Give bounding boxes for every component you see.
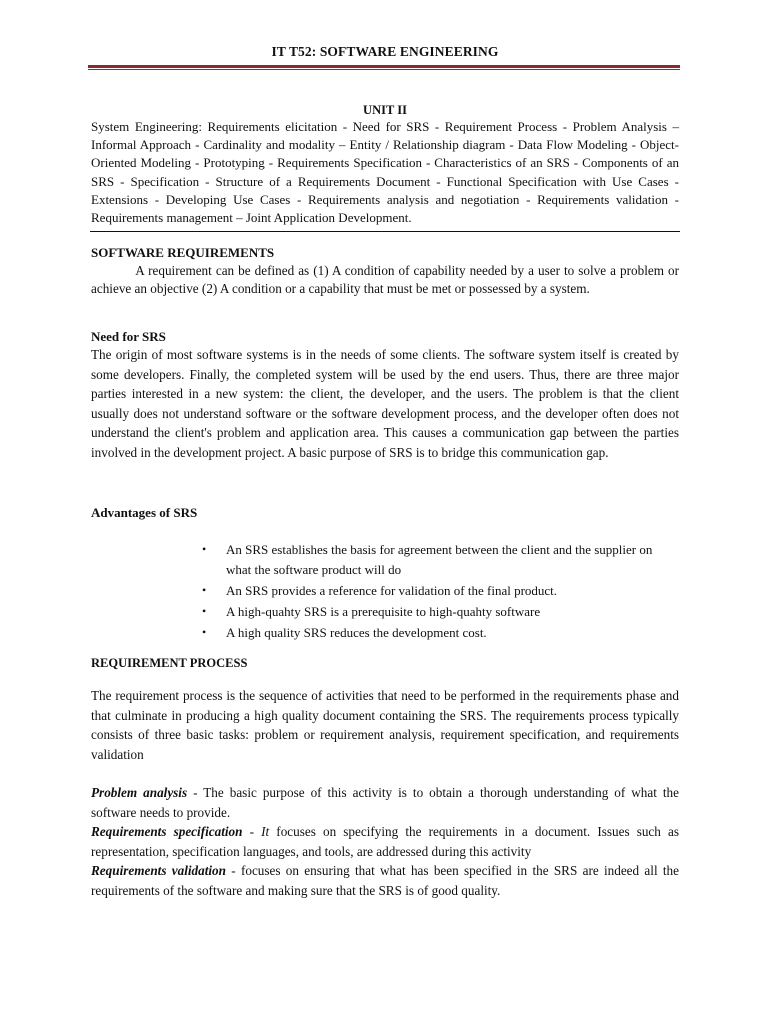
paragraph-indent [91, 263, 135, 278]
need-for-srs-heading: Need for SRS [91, 329, 166, 344]
requirements-specification-term: Requirements specification [91, 824, 243, 840]
syllabus-divider [90, 231, 680, 232]
advantages-list-item [201, 602, 661, 622]
advantage-text: An SRS provides a reference for validation of the final product. [226, 582, 558, 598]
requirements-specification-separator: - [242, 824, 262, 840]
bullet-icon: • [202, 542, 207, 556]
advantages-list [201, 540, 661, 644]
bullet-icon: • [202, 582, 207, 597]
advantages-list-item [201, 581, 661, 601]
problem-analysis-item [91, 783, 679, 822]
requirement-activities [91, 783, 679, 901]
bullet-icon: • [202, 624, 207, 639]
requirements-specification-it-word: It [261, 824, 270, 840]
advantage-text: A high quality SRS reduces the development cost. [226, 624, 487, 640]
requirements-validation-term: Requirements validation [91, 863, 226, 879]
advantages-list-item [201, 540, 661, 579]
unit-syllabus: System Engineering: Requirements elicitation - Need for SRS - Requirement Process - Problem Analysis – Informal Approach - Cardinality and modality – Entity / Relationship diagram - Data Flow Modeling - Object-Oriented Modeling - Prototyping - Requirements Specification - Characteristics of an SRS - Components of an SRS - Specification - Structure of a Requirements Document - Functional Specification with Use Cases - Extensions - Developing Use Cases - Requirements analysis and negotiation - Requirements validation - Requirements management – Joint Application Development. [91, 119, 679, 226]
advantages-list-item [201, 623, 661, 643]
requirement-process-paragraph: The requirement process is the sequence of activities that need to be performed in the requirements phase and that culminate in producing a high quality document containing the SRS. The requirements process typically consists of three basic tasks: problem or requirement analysis, requirement specification, and requirements validation [91, 688, 679, 762]
software-requirements-text: A requirement can be defined as (1) A condition of capability needed by a user to solve a problem or achieve an objective (2) A condition or a capability that must be met or possessed by a system. [91, 263, 679, 296]
problem-analysis-term: Problem analysis [91, 785, 188, 800]
requirements-validation-text: - focuses on ensuring that what has been specified in the SRS are indeed all the requirements of the software and making sure that the SRS is of good quality. [91, 863, 680, 898]
advantage-text: An SRS establishes the basis for agreement between the client and the supplier on what the software product will do [226, 542, 653, 577]
advantages-heading: Advantages of SRS [91, 505, 198, 520]
requirements-specification-item [91, 822, 679, 861]
header-rule-thick [88, 65, 680, 68]
unit-title: UNIT II [363, 103, 407, 117]
requirements-validation-item [91, 861, 679, 900]
advantage-text: A high-quahty SRS is a prerequisite to high-quahty software [226, 603, 541, 619]
need-for-srs-paragraph: The origin of most software systems is in the needs of some clients. The software system itself is created by some developers. Finally, the completed system will be used by the end users. Thus, there are three major parties interested in a new system: the client, the developer, and the users. The problem is that the client usually does not understand software or the software development process, and the developer often does not understand the client's problem and application area. This causes a communication gap between the parties involved in the development project. A basic purpose of SRS is to bridge this communication gap. [91, 347, 679, 460]
course-header-title: IT T52: SOFTWARE ENGINEERING [271, 44, 499, 59]
software-requirements-heading: SOFTWARE REQUIREMENTS [91, 245, 275, 260]
bullet-icon: • [202, 603, 207, 618]
software-requirements-paragraph [91, 262, 679, 298]
requirements-specification-text: focuses on specifying the requirements in a document. Issues such as representation, specification languages, and tools, are addressed during this activity [91, 824, 679, 859]
header-rule-thin [88, 69, 680, 70]
problem-analysis-text: - The basic purpose of this activity is to obtain a thorough understanding of what the software needs to provide. [91, 785, 679, 820]
requirement-process-heading: REQUIREMENT PROCESS [91, 656, 248, 670]
